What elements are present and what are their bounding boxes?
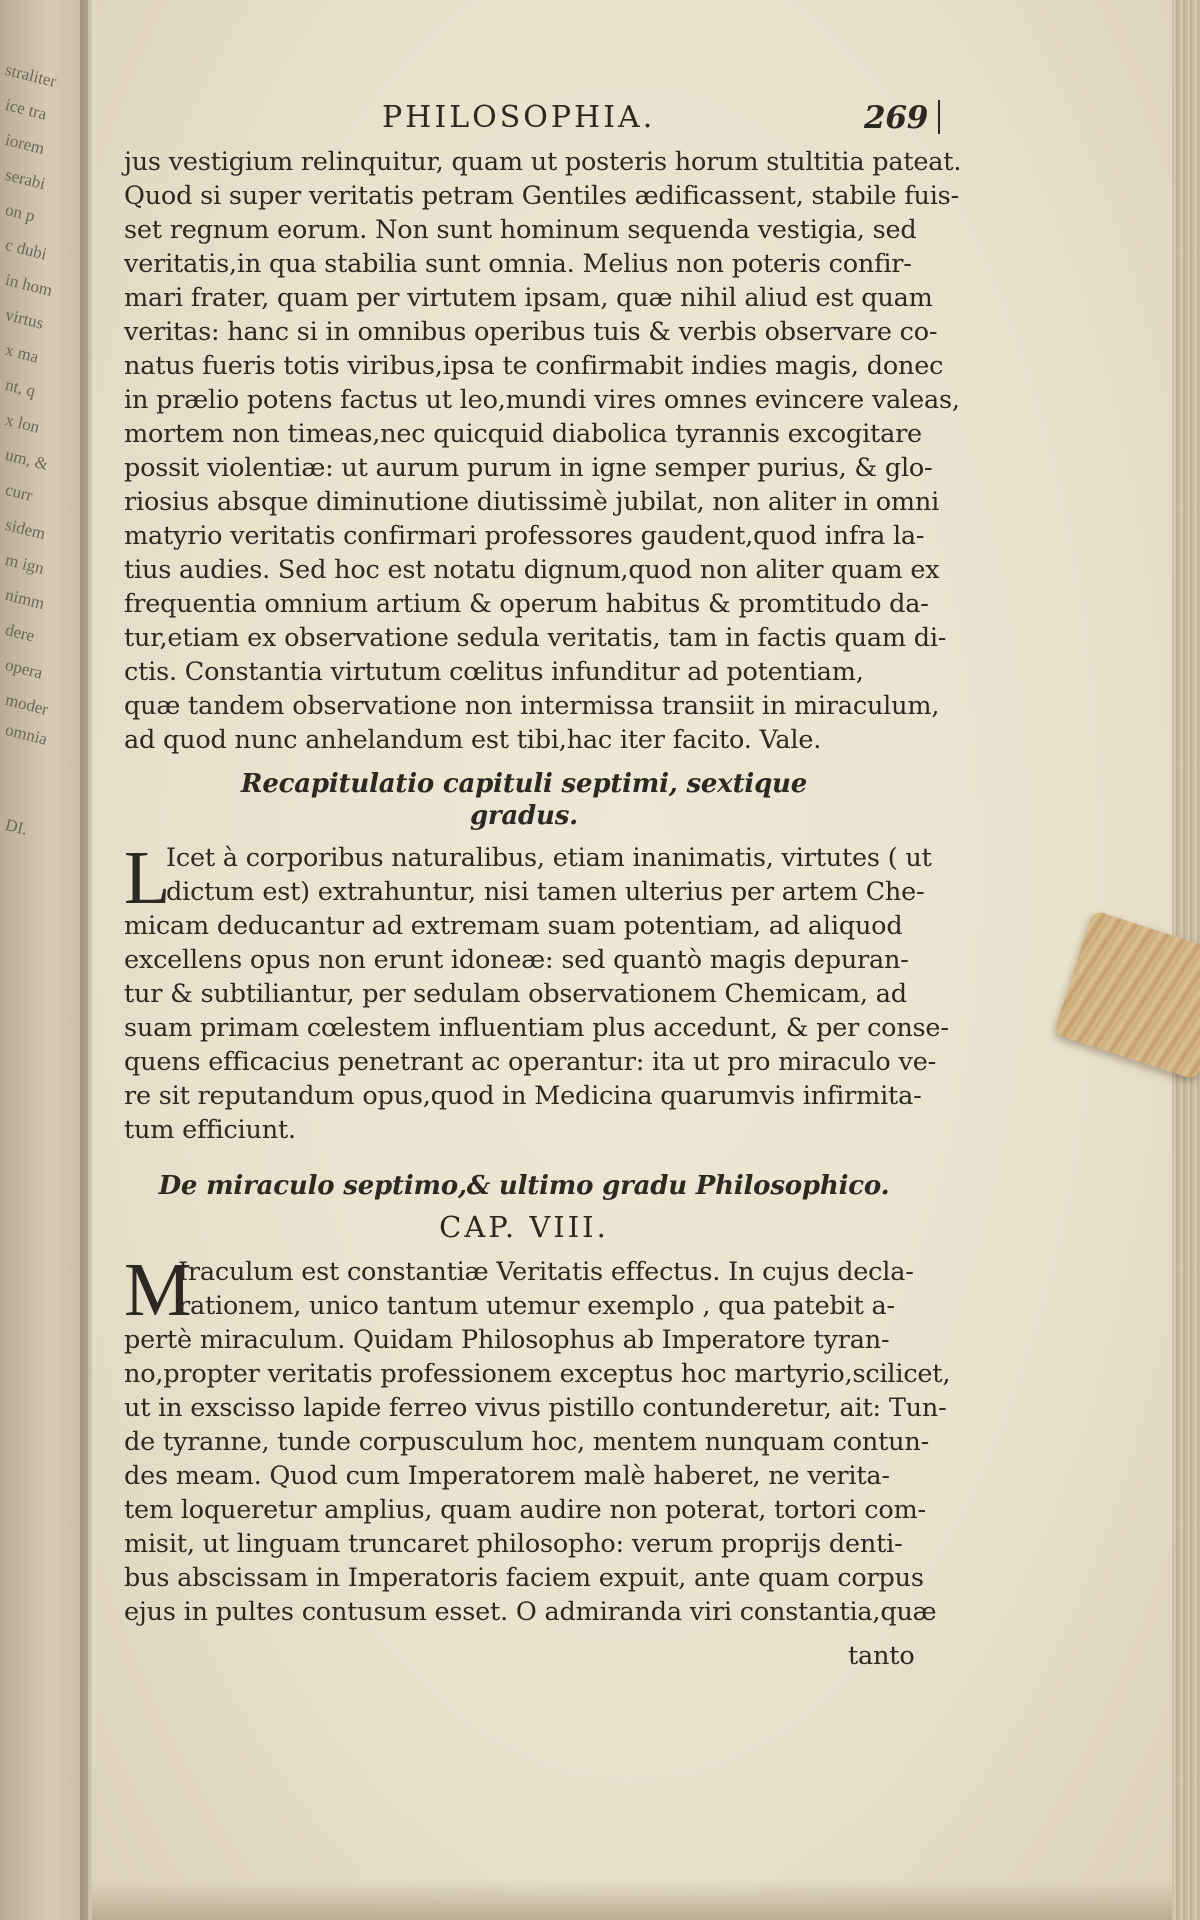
facing-page-fragment: virtus xyxy=(3,305,46,333)
facing-page-fragment: moder xyxy=(3,690,51,719)
text-line: riosius absque diminutione diutissimè jubilat, non aliter in omni xyxy=(124,487,940,517)
facing-page-edge xyxy=(0,0,88,1920)
facing-page-fragment: sidem xyxy=(3,515,48,544)
text-line: de tyranne, tunde corpusculum hoc, mentem nunquam contun- xyxy=(124,1427,930,1457)
text-line: misit, ut linguam truncaret philosopho: verum proprijs denti- xyxy=(124,1529,903,1559)
facing-page-fragment: nt, q xyxy=(3,375,38,401)
facing-page-fragment: ice tra xyxy=(3,95,49,124)
text-line: tur & subtiliantur, per sedulam observationem Chemicam, ad xyxy=(124,979,907,1009)
text-line: possit violentiæ: ut aurum purum in igne semper purius, & glo- xyxy=(124,453,933,483)
text-line: Iraculum est constantiæ Veritatis effectus. In cujus decla- xyxy=(178,1257,914,1287)
text-line: no,propter veritatis professionem exceptus hoc martyrio,scilicet, xyxy=(124,1359,951,1389)
facing-page-fragment: x ma xyxy=(3,340,41,367)
text-line: mari frater, quam per virtutem ipsam, quæ nihil aliud est quam xyxy=(124,283,933,313)
page-header xyxy=(124,100,929,136)
page-number: 269 xyxy=(864,100,929,136)
section-heading: Recapitulatio capituli septimi, sextique xyxy=(240,769,808,799)
facing-page-fragment: curr xyxy=(3,480,35,506)
text-line: suam primam cœlestem influentiam plus accedunt, & per conse- xyxy=(124,1013,949,1043)
text-line: ctis. Constantia virtutum cœlitus infunditur ad potentiam, xyxy=(124,657,864,687)
text-line: jus vestigium relinquitur, quam ut posteris horum stultitia pateat. xyxy=(124,147,962,177)
text-line: frequentia omnium artium & operum habitus & promtitudo da- xyxy=(124,589,929,619)
text-line: excellens opus non erunt idoneæ: sed quantò magis depuran- xyxy=(124,945,909,975)
drop-cap: M xyxy=(124,1248,192,1332)
text-line: tur,etiam ex observatione sedula veritatis, tam in factis quam di- xyxy=(124,623,947,653)
text-line: Quod si super veritatis petram Gentiles ædificassent, stabile fuis- xyxy=(124,181,959,211)
facing-page-fragment: on p xyxy=(3,200,37,226)
text-line: ejus in pultes contusum esset. O admiranda viri constantia,quæ xyxy=(124,1597,937,1627)
text-line: re sit reputandum opus,quod in Medicina quarumvis infirmita- xyxy=(124,1081,922,1111)
text-line: ut in exscisso lapide ferreo vivus pistillo contunderetur, ait: Tun- xyxy=(124,1393,947,1423)
page-bottom-edge xyxy=(92,1880,1172,1920)
catchword: tanto xyxy=(848,1641,915,1671)
facing-page-fragment: serabi xyxy=(3,165,48,194)
facing-page-fragment: dere xyxy=(3,620,37,646)
text-line: Icet à corporibus naturalibus, etiam inanimatis, virtutes ( ut xyxy=(166,843,932,873)
running-title: PHILOSOPHIA. xyxy=(382,100,656,135)
text-line: veritatis,in qua stabilia sunt omnia. Melius non poteris confir- xyxy=(124,249,912,279)
text-line: set regnum eorum. Non sunt hominum sequenda vestigia, sed xyxy=(124,215,917,245)
text-line: quens efficacius penetrant ac operantur: ita ut pro miraculo ve- xyxy=(124,1047,937,1077)
chapter-title: CAP. VIII. xyxy=(439,1210,609,1244)
facing-page-fragment: iorem xyxy=(3,130,47,159)
text-line: in prælio potens factus ut leo,mundi vires omnes evincere valeas, xyxy=(124,385,960,415)
text-line: pertè miraculum. Quidam Philosophus ab Imperatore tyran- xyxy=(124,1325,890,1355)
text-line: mortem non timeas,nec quicquid diabolica tyrannis excogitare xyxy=(124,419,922,449)
facing-page-fragment: um, & xyxy=(3,445,51,474)
facing-page-fragment: omnia xyxy=(3,720,50,749)
text-line: rationem, unico tantum utemur exemplo , qua patebit a- xyxy=(178,1291,895,1321)
text-line: tem loqueretur amplius, quam audire non poterat, tortori com- xyxy=(124,1495,926,1525)
text-line: ad quod nunc anhelandum est tibi,hac iter facito. Vale. xyxy=(124,725,822,755)
chapter-subtitle: De miraculo septimo,& ultimo gradu Philosophico. xyxy=(158,1171,890,1201)
facing-page-fragment: DI. xyxy=(3,815,30,839)
facing-page-fragment: opera xyxy=(3,655,45,683)
facing-page-fragment: nimm xyxy=(3,585,47,614)
text-line: des meam. Quod cum Imperatorem malè haberet, ne verita- xyxy=(124,1461,890,1491)
header-rule xyxy=(938,100,940,134)
facing-page-fragment: m ign xyxy=(3,550,47,578)
facing-page-fragment: c dubi xyxy=(3,235,49,264)
text-line: bus abscissam in Imperatoris faciem expuit, ante quam corpus xyxy=(124,1563,924,1593)
text-line: tum efficiunt. xyxy=(124,1115,296,1145)
text-line: matyrio veritatis confirmari professores gaudent,quod infra la- xyxy=(124,521,925,551)
section-heading-continued: gradus. xyxy=(469,801,579,831)
text-line: veritas: hanc si in omnibus operibus tuis & verbis observare co- xyxy=(124,317,938,347)
text-line: tius audies. Sed hoc est notatu dignum,quod non aliter quam ex xyxy=(124,555,940,585)
text-line: quæ tandem observatione non intermissa transiit in miraculum, xyxy=(124,691,940,721)
drop-cap: L xyxy=(124,836,171,920)
facing-page-fragment: x lon xyxy=(3,410,42,437)
facing-page-fragment: straliter xyxy=(3,60,59,91)
text-line: dictum est) extrahuntur, nisi tamen ulterius per artem Che- xyxy=(166,877,925,907)
facing-page-fragment: in hom xyxy=(3,270,55,300)
text-line: micam deducantur ad extremam suam potentiam, ad aliquod xyxy=(124,911,903,941)
text-line: natus fueris totis viribus,ipsa te confirmabit indies magis, donec xyxy=(124,351,944,381)
